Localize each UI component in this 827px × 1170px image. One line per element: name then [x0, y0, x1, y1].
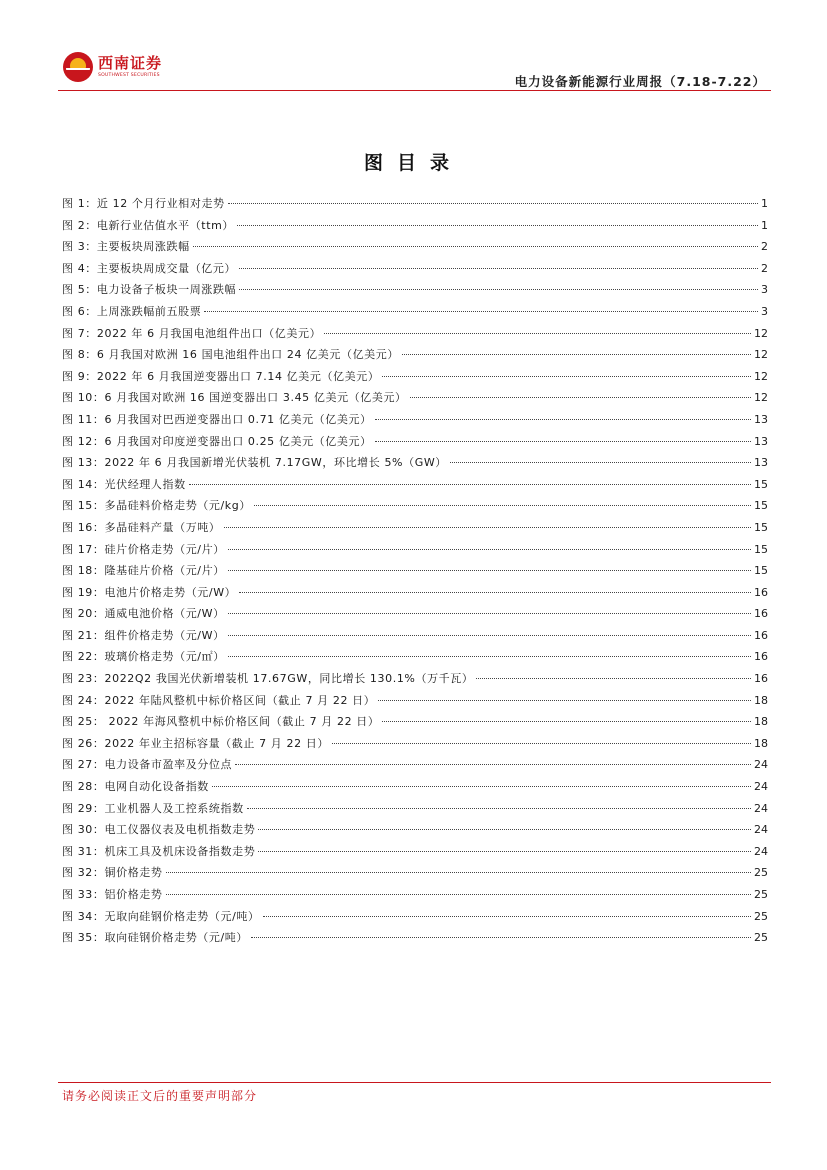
toc-entry-label: 图 20：通威电池价格（元/W）	[62, 607, 225, 621]
toc-entry-label: 图 23：2022Q2 我国光伏新增装机 17.67GW，同比增长 130.1%（万千瓦）	[62, 672, 474, 686]
toc-entry[interactable]	[62, 431, 768, 453]
toc-entry-label: 图 14：光伏经理人指数	[62, 477, 186, 491]
toc-entry-page-number: 15	[754, 499, 768, 513]
logo-emblem-icon	[63, 52, 93, 82]
toc-dot-leader	[382, 376, 751, 377]
toc-entry-page-number: 12	[754, 326, 768, 340]
toc-entry-page-number: 25	[754, 931, 768, 945]
toc-entry[interactable]	[62, 452, 768, 474]
toc-entry[interactable]	[62, 495, 768, 517]
toc-dot-leader	[239, 289, 758, 290]
toc-entry-page-number: 15	[754, 564, 768, 578]
toc-entry-label: 图 17：硅片价格走势（元/片）	[62, 542, 225, 556]
toc-dot-leader	[189, 484, 751, 485]
toc-entry-page-number: 24	[754, 801, 768, 815]
toc-entry[interactable]	[62, 646, 768, 668]
toc-entry-page-number: 24	[754, 780, 768, 794]
toc-entry-page-number: 24	[754, 844, 768, 858]
toc-entry-label: 图 30：电工仪器仪表及电机指数走势	[62, 823, 256, 837]
company-logo	[63, 50, 173, 84]
toc-dot-leader	[224, 527, 752, 528]
toc-entry-label: 图 32：铜价格走势	[62, 866, 163, 880]
toc-entry-label: 图 4：主要板块周成交量（亿元）	[62, 261, 237, 275]
toc-entry[interactable]	[62, 301, 768, 323]
toc-entry-label: 图 19：电池片价格走势（元/W）	[62, 585, 237, 599]
toc-entry-label: 图 29：工业机器人及工控系统指数	[62, 801, 244, 815]
toc-dot-leader	[247, 808, 751, 809]
toc-entry[interactable]	[62, 711, 768, 733]
toc-entry-page-number: 1	[761, 218, 768, 232]
toc-entry-page-number: 1	[761, 197, 768, 210]
toc-dot-leader	[258, 829, 751, 830]
toc-entry-page-number: 18	[754, 715, 768, 729]
toc-dot-leader	[263, 916, 751, 917]
toc-dot-leader	[212, 786, 751, 787]
page-header	[0, 0, 827, 95]
toc-entry[interactable]	[62, 906, 768, 928]
toc-dot-leader	[228, 549, 751, 550]
toc-dot-leader	[239, 268, 758, 269]
toc-entry-label: 图 28：电网自动化设备指数	[62, 780, 209, 794]
header-divider	[58, 90, 771, 91]
toc-entry[interactable]	[62, 366, 768, 388]
toc-entry-label: 图 11：6 月我国对巴西逆变器出口 0.71 亿美元（亿美元）	[62, 412, 372, 426]
toc-entry-label: 图 7：2022 年 6 月我国电池组件出口（亿美元）	[62, 326, 322, 340]
toc-entry-label: 图 13：2022 年 6 月我国新增光伏装机 7.17GW，环比增长 5%（GW）	[62, 456, 447, 470]
toc-entry-page-number: 16	[754, 650, 768, 664]
toc-entry-label: 图 5：电力设备子板块一周涨跌幅	[62, 283, 237, 297]
toc-entry-page-number: 12	[754, 369, 768, 383]
figure-table-of-contents	[62, 193, 768, 949]
toc-entry-page-number: 16	[754, 672, 768, 686]
toc-entry[interactable]	[62, 344, 768, 366]
toc-entry[interactable]	[62, 258, 768, 280]
toc-entry-page-number: 25	[754, 888, 768, 901]
toc-entry[interactable]	[62, 841, 768, 863]
toc-entry-label: 图 18：隆基硅片价格（元/片）	[62, 564, 225, 578]
toc-entry-label: 图 12：6 月我国对印度逆变器出口 0.25 亿美元（亿美元）	[62, 434, 372, 448]
toc-entry[interactable]	[62, 884, 768, 906]
report-title: 电力设备新能源行业周报（7.18-7.22）	[514, 74, 766, 89]
toc-entry-label: 图 9：2022 年 6 月我国逆变器出口 7.14 亿美元（亿美元）	[62, 369, 380, 383]
toc-entry[interactable]	[62, 668, 768, 690]
toc-dot-leader	[193, 246, 758, 247]
toc-entry-page-number: 25	[754, 909, 768, 923]
toc-entry[interactable]	[62, 560, 768, 582]
toc-entry-label: 图 21：组件价格走势（元/W）	[62, 628, 225, 642]
toc-dot-leader	[410, 397, 751, 398]
toc-entry[interactable]	[62, 776, 768, 798]
toc-entry-page-number: 16	[754, 628, 768, 642]
toc-entry[interactable]	[62, 539, 768, 561]
toc-dot-leader	[228, 570, 751, 571]
toc-entry[interactable]	[62, 798, 768, 820]
toc-entry-page-number: 24	[754, 758, 768, 772]
toc-entry-page-number: 24	[754, 823, 768, 837]
toc-entry-page-number: 16	[754, 585, 768, 599]
toc-dot-leader	[251, 937, 751, 938]
toc-dot-leader	[332, 743, 751, 744]
toc-entry-label: 图 8：6 月我国对欧洲 16 国电池组件出口 24 亿美元（亿美元）	[62, 348, 399, 362]
disclaimer-note: 请务必阅读正文后的重要声明部分	[62, 1089, 258, 1103]
toc-dot-leader	[378, 700, 751, 701]
toc-dot-leader	[204, 311, 758, 312]
toc-entry-label: 图 3：主要板块周涨跌幅	[62, 240, 190, 254]
toc-title: 图目录	[363, 152, 463, 174]
toc-dot-leader	[450, 462, 751, 463]
toc-dot-leader	[166, 894, 752, 895]
toc-entry[interactable]	[62, 279, 768, 301]
toc-entry[interactable]	[62, 862, 768, 884]
toc-dot-leader	[476, 678, 751, 679]
toc-entry-label: 图 1：近 12 个月行业相对走势	[62, 197, 225, 210]
toc-dot-leader	[235, 764, 751, 765]
toc-entry[interactable]	[62, 236, 768, 258]
toc-entry-page-number: 13	[754, 412, 768, 426]
toc-dot-leader	[402, 354, 751, 355]
toc-entry[interactable]	[62, 690, 768, 712]
toc-dot-leader	[324, 333, 751, 334]
toc-dot-leader	[237, 225, 758, 226]
toc-entry-label: 图 31：机床工具及机床设备指数走势	[62, 844, 256, 858]
toc-entry-page-number: 15	[754, 542, 768, 556]
toc-entry[interactable]	[62, 474, 768, 496]
toc-entry-page-number: 2	[761, 240, 768, 254]
toc-entry-label: 图 22：玻璃价格走势（元/㎡）	[62, 650, 225, 664]
toc-dot-leader	[166, 872, 752, 873]
toc-entry-page-number: 25	[754, 866, 768, 880]
toc-entry-page-number: 3	[761, 283, 768, 297]
toc-dot-leader	[375, 441, 751, 442]
toc-entry[interactable]	[62, 927, 768, 949]
toc-dot-leader	[382, 721, 751, 722]
toc-entry-label: 图 26：2022 年业主招标容量（截止 7 月 22 日）	[62, 736, 329, 750]
toc-entry[interactable]	[62, 603, 768, 625]
toc-entry-label: 图 25： 2022 年海风整机中标价格区间（截止 7 月 22 日）	[62, 715, 380, 729]
toc-entry[interactable]	[62, 215, 768, 237]
toc-entry-page-number: 18	[754, 736, 768, 750]
toc-entry[interactable]	[62, 387, 768, 409]
toc-entry[interactable]	[62, 409, 768, 431]
toc-entry-label: 图 33：铝价格走势	[62, 888, 163, 901]
toc-entry-page-number: 16	[754, 607, 768, 621]
footer-divider	[58, 1082, 771, 1083]
toc-entry[interactable]	[62, 754, 768, 776]
toc-entry[interactable]	[62, 819, 768, 841]
toc-entry-label: 图 24：2022 年陆风整机中标价格区间（截止 7 月 22 日）	[62, 693, 376, 707]
toc-entry[interactable]	[62, 733, 768, 755]
toc-entry-page-number: 3	[761, 304, 768, 318]
toc-entry-label: 图 16：多晶硅料产量（万吨）	[62, 520, 221, 534]
toc-dot-leader	[258, 851, 751, 852]
toc-entry-page-number: 12	[754, 348, 768, 362]
toc-dot-leader	[254, 505, 751, 506]
logo-chinese-name: 西南证券	[98, 54, 163, 72]
toc-dot-leader	[375, 419, 751, 420]
toc-entry-label: 图 15：多晶硅料价格走势（元/kg）	[62, 499, 251, 513]
toc-dot-leader	[228, 635, 751, 636]
toc-entry-page-number: 12	[754, 391, 768, 405]
logo-english-name: SOUTHWEST SECURITIES	[98, 73, 160, 78]
toc-dot-leader	[228, 203, 758, 204]
toc-entry-page-number: 13	[754, 456, 768, 470]
toc-entry[interactable]	[62, 517, 768, 539]
toc-entry-page-number: 15	[754, 520, 768, 534]
toc-entry[interactable]	[62, 193, 768, 215]
toc-entry-label: 图 10：6 月我国对欧洲 16 国逆变器出口 3.45 亿美元（亿美元）	[62, 391, 407, 405]
toc-entry-page-number: 13	[754, 434, 768, 448]
toc-entry[interactable]	[62, 582, 768, 604]
toc-dot-leader	[228, 656, 751, 657]
toc-entry-label: 图 35：取向硅钢价格走势（元/吨）	[62, 931, 248, 945]
toc-entry-label: 图 6：上周涨跌幅前五股票	[62, 304, 202, 318]
toc-dot-leader	[228, 613, 751, 614]
toc-entry[interactable]	[62, 625, 768, 647]
toc-dot-leader	[239, 592, 751, 593]
toc-entry-page-number: 18	[754, 693, 768, 707]
toc-entry-page-number: 2	[761, 261, 768, 275]
toc-entry-page-number: 15	[754, 477, 768, 491]
toc-entry-label: 图 2：电新行业估值水平（ttm）	[62, 218, 235, 232]
toc-entry[interactable]	[62, 323, 768, 345]
toc-entry-label: 图 34：无取向硅钢价格走势（元/吨）	[62, 909, 260, 923]
toc-entry-label: 图 27：电力设备市盈率及分位点	[62, 758, 233, 772]
